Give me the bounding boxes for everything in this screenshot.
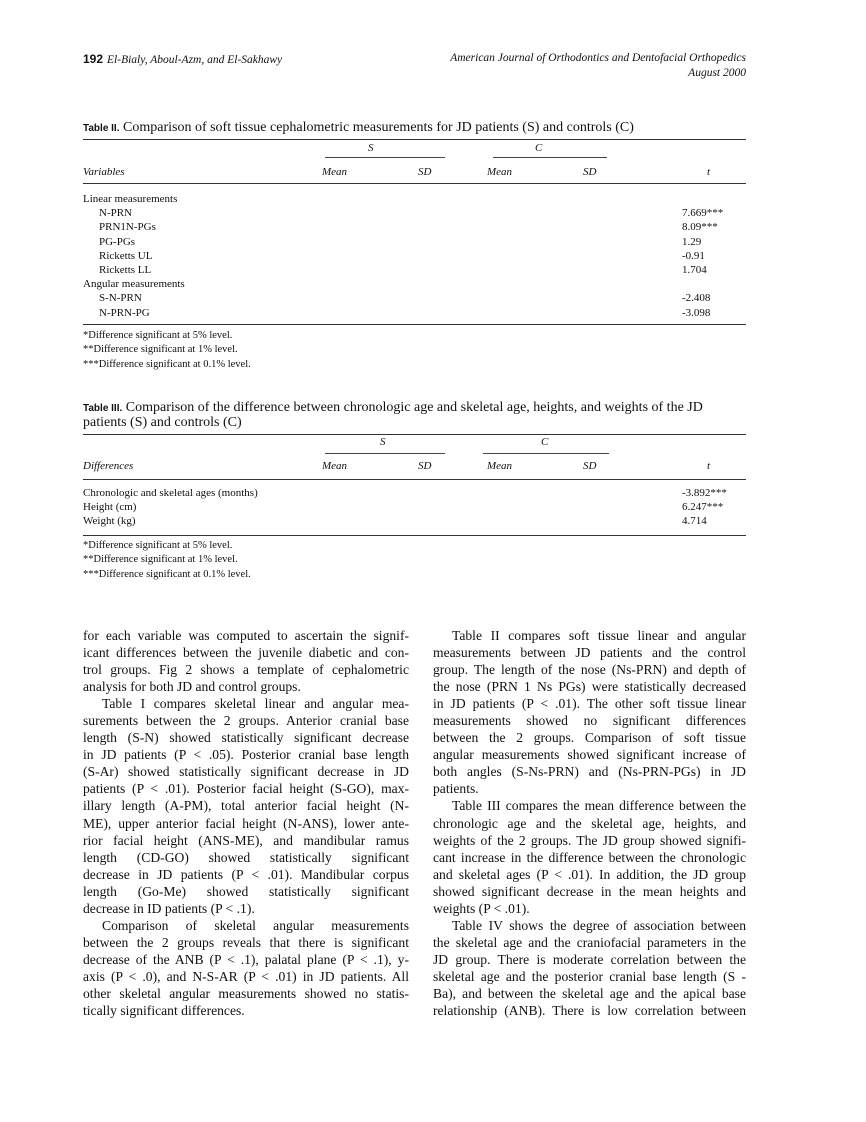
text-line: between the 2 groups. Comparison of soft tissue xyxy=(433,730,746,746)
text-line: icant differences between the juvenile diabetic and con- xyxy=(83,645,409,661)
text-line: for each variable was computed to ascertain the signif- xyxy=(83,628,409,643)
table3-row-label: Chronologic and skeletal ages (months) xyxy=(83,487,258,499)
table3-row-label: Weight (kg) xyxy=(83,515,136,528)
text-line: cant increase in the difference between the chronologic xyxy=(433,849,746,865)
table2-footnote: **Difference significant at 1% level. xyxy=(83,344,238,356)
table2-row-label: N-PRN xyxy=(99,207,133,220)
paragraph xyxy=(83,917,409,1019)
table3-c-rule xyxy=(483,453,609,454)
text-line: Ba), and between the skeletal age and the apical base xyxy=(433,985,746,1001)
table2-label: Table II. xyxy=(83,123,120,134)
text-line: between the 2 groups reveals that there is significant xyxy=(83,934,409,950)
table2-col-header: SD xyxy=(583,166,597,178)
table3-col-header: SD xyxy=(583,460,597,472)
text-line: Table III compares the mean difference between the xyxy=(452,798,746,814)
paragraph xyxy=(433,627,746,797)
page-number: 192 xyxy=(83,52,104,66)
table2-t-value: 1.29 xyxy=(682,235,702,248)
text-line: decrease of the ANB (P < .1), palatal plane (P < .1), y- xyxy=(83,951,409,967)
text-line: length (CD-GO) showed statistically significant xyxy=(83,849,409,865)
text-line: in JD patients (P < .05). Posterior cranial base length xyxy=(83,747,409,763)
text-line: trol groups. Fig 2 shows a template of cephalometric xyxy=(83,662,409,678)
table3-footnote: ***Difference significant at 0.1% level. xyxy=(83,568,251,580)
table3-col-header: Mean xyxy=(487,460,513,472)
table3-label: Table III. xyxy=(83,403,123,414)
table3-s-rule xyxy=(325,453,445,454)
table3-footnote: *Difference significant at 5% level. xyxy=(83,540,233,551)
table3-t-value: 6.247*** xyxy=(682,501,724,514)
text-line: length (S-N) showed statistically significant decrease xyxy=(83,730,409,746)
text-line: the nose (PRN 1 Ns PGs) were statistically decreased xyxy=(433,679,746,695)
text-line: Table I compares skeletal linear and angular mea- xyxy=(102,696,409,712)
paragraph xyxy=(433,917,746,1019)
text-line: skeletal age and the posterior cranial base length (S - xyxy=(433,968,746,984)
table2-header-rule xyxy=(83,183,746,184)
table2-group-s: S xyxy=(368,142,374,154)
table2-section-label: Linear measurements xyxy=(83,193,178,205)
table2-t-value: -3.098 xyxy=(682,306,711,319)
table2-row-label: PRN1N-PGs xyxy=(99,221,156,234)
issue-date: August 2000 xyxy=(688,67,746,79)
body-column-right xyxy=(433,627,746,1019)
table2-col-header: Mean xyxy=(322,166,348,178)
table3-group-s: S xyxy=(380,436,386,448)
text-line: weights of the 2 groups. The JD group showed signifi- xyxy=(433,832,746,848)
table2-bottom-rule xyxy=(83,324,746,325)
table2-top-rule xyxy=(83,139,746,140)
authors: El-Bialy, Aboul-Azm, and El-Sakhawy xyxy=(107,54,283,66)
text-line: Table II compares soft tissue linear and angular xyxy=(452,628,746,643)
table2-row-label: Ricketts LL xyxy=(99,264,152,276)
text-line: surements between the 2 groups. Anterior cranial base xyxy=(83,713,409,729)
table2-col-header: Mean xyxy=(487,166,513,178)
text-line: measurements showed no significant differences xyxy=(433,713,746,729)
text-line: axis (P < .0), and N-S-AR (P < .01) in JD patients. All xyxy=(83,968,409,984)
table2-row-label: Ricketts UL xyxy=(99,249,153,262)
table2-row-label: N-PRN-PG xyxy=(99,306,150,319)
table3-top-rule xyxy=(83,434,746,435)
text-line: chronologic age and the skeletal age, heights, and xyxy=(433,815,746,831)
text-line: measurements between JD patients and the control xyxy=(433,645,746,661)
text-line: angular measurements showed significant increase of xyxy=(433,747,746,763)
text-line: (S-Ar) showed statistically significant decrease in JD xyxy=(83,764,409,780)
text-line: group. The length of the nose (Ns-PRN) and depth of xyxy=(433,662,746,678)
body-column-left xyxy=(83,627,409,1019)
text-line: in JD patients (P < .01). The other soft tissue linear xyxy=(433,696,746,712)
table2-group-c: C xyxy=(535,142,543,154)
table2-col-header: SD xyxy=(418,166,432,178)
table3-t-value: -3.892*** xyxy=(682,487,727,499)
table3-row-label: Height (cm) xyxy=(83,501,137,514)
table2-title: Comparison of soft tissue cephalometric measurements for JD patients (S) and controls (C) xyxy=(123,120,634,135)
table3-header-rule xyxy=(83,479,746,480)
table2-footnote: ***Difference significant at 0.1% level. xyxy=(83,358,251,370)
text-line: relationship (ANB). There is low correlation between xyxy=(433,1003,746,1019)
text-line: ME), upper anterior facial height (N-ANS), lower ante- xyxy=(83,815,409,831)
table3-col-header: Mean xyxy=(322,460,348,472)
text-line: illary length (A-PM), total anterior facial height (N- xyxy=(83,798,409,814)
text-line: other skeletal angular measurements showed no statis- xyxy=(83,985,409,1001)
table3-col-header: SD xyxy=(418,460,432,472)
table2-footnote: *Difference significant at 5% level. xyxy=(83,330,233,341)
text-line: length (Go-Me) showed statistically significant xyxy=(83,883,409,899)
running-header-right xyxy=(450,51,746,81)
table3-col-header: Differences xyxy=(83,460,134,472)
table3-group-c: C xyxy=(541,436,549,448)
text-line: patients. xyxy=(433,781,479,797)
text-line: rior facial height (ANS-ME), and mandibular ramus xyxy=(83,832,409,848)
text-line: the skeletal age and the craniofacial parameters in the xyxy=(433,934,746,950)
text-line: both angles (S-Ns-PRN) and (Ns-PRN-PGs) in JD xyxy=(433,764,746,780)
table3-title-line2: patients (S) and controls (C) xyxy=(83,415,242,430)
table3-title-line1: Comparison of the difference between chronologic age and skeletal age, heights, and weights of the JD xyxy=(125,400,703,415)
text-line: Comparison of skeletal angular measurements xyxy=(102,917,409,933)
running-header-left xyxy=(83,50,282,68)
table3-t-value: 4.714 xyxy=(682,515,707,528)
text-line: tically significant differences. xyxy=(83,1003,245,1019)
table2-t-value: 7.669*** xyxy=(682,207,724,220)
text-line: patients (P < .01). Posterior facial height (S-GO), max- xyxy=(83,781,409,797)
table2-row-label: PG-PGs xyxy=(99,235,136,248)
text-line: Table IV shows the degree of association between xyxy=(452,917,746,933)
table2-section-label: Angular measurements xyxy=(83,278,185,291)
table2-row-label: S-N-PRN xyxy=(99,292,142,305)
text-line: decrease in ID patients (P < .1). xyxy=(83,900,255,916)
table2-t-value: 1.704 xyxy=(682,264,707,276)
table3-footnote: **Difference significant at 1% level. xyxy=(83,554,238,566)
table2-t-value: 8.09*** xyxy=(682,221,718,234)
text-line: weights (P < .01). xyxy=(433,900,530,916)
table2-caption xyxy=(83,121,634,136)
journal-name: American Journal of Orthodontics and Dentofacial Orthopedics xyxy=(450,52,746,64)
text-line: JD group. There is moderate correlation between the xyxy=(433,951,746,967)
text-line: decrease in JD patients (P < .01). Mandibular corpus xyxy=(83,866,409,882)
table2-col-header: Variables xyxy=(83,166,125,178)
text-line: and skeletal ages (P < .01). In addition, the JD group xyxy=(433,866,746,882)
text-line: analysis for both JD and control groups. xyxy=(83,679,301,695)
table2-t-value: -0.91 xyxy=(682,249,705,262)
text-line: showed significant decrease in the mean heights and xyxy=(433,883,746,899)
table2-s-rule xyxy=(325,157,445,158)
table3-caption xyxy=(83,401,753,430)
table2-col-header: t xyxy=(707,166,711,178)
table2-c-rule xyxy=(493,157,607,158)
paragraph xyxy=(433,797,746,916)
table3-col-header: t xyxy=(707,460,711,472)
table2-t-value: -2.408 xyxy=(682,292,711,305)
table3-bottom-rule xyxy=(83,535,746,536)
paragraph xyxy=(83,627,409,695)
paragraph xyxy=(83,695,409,917)
